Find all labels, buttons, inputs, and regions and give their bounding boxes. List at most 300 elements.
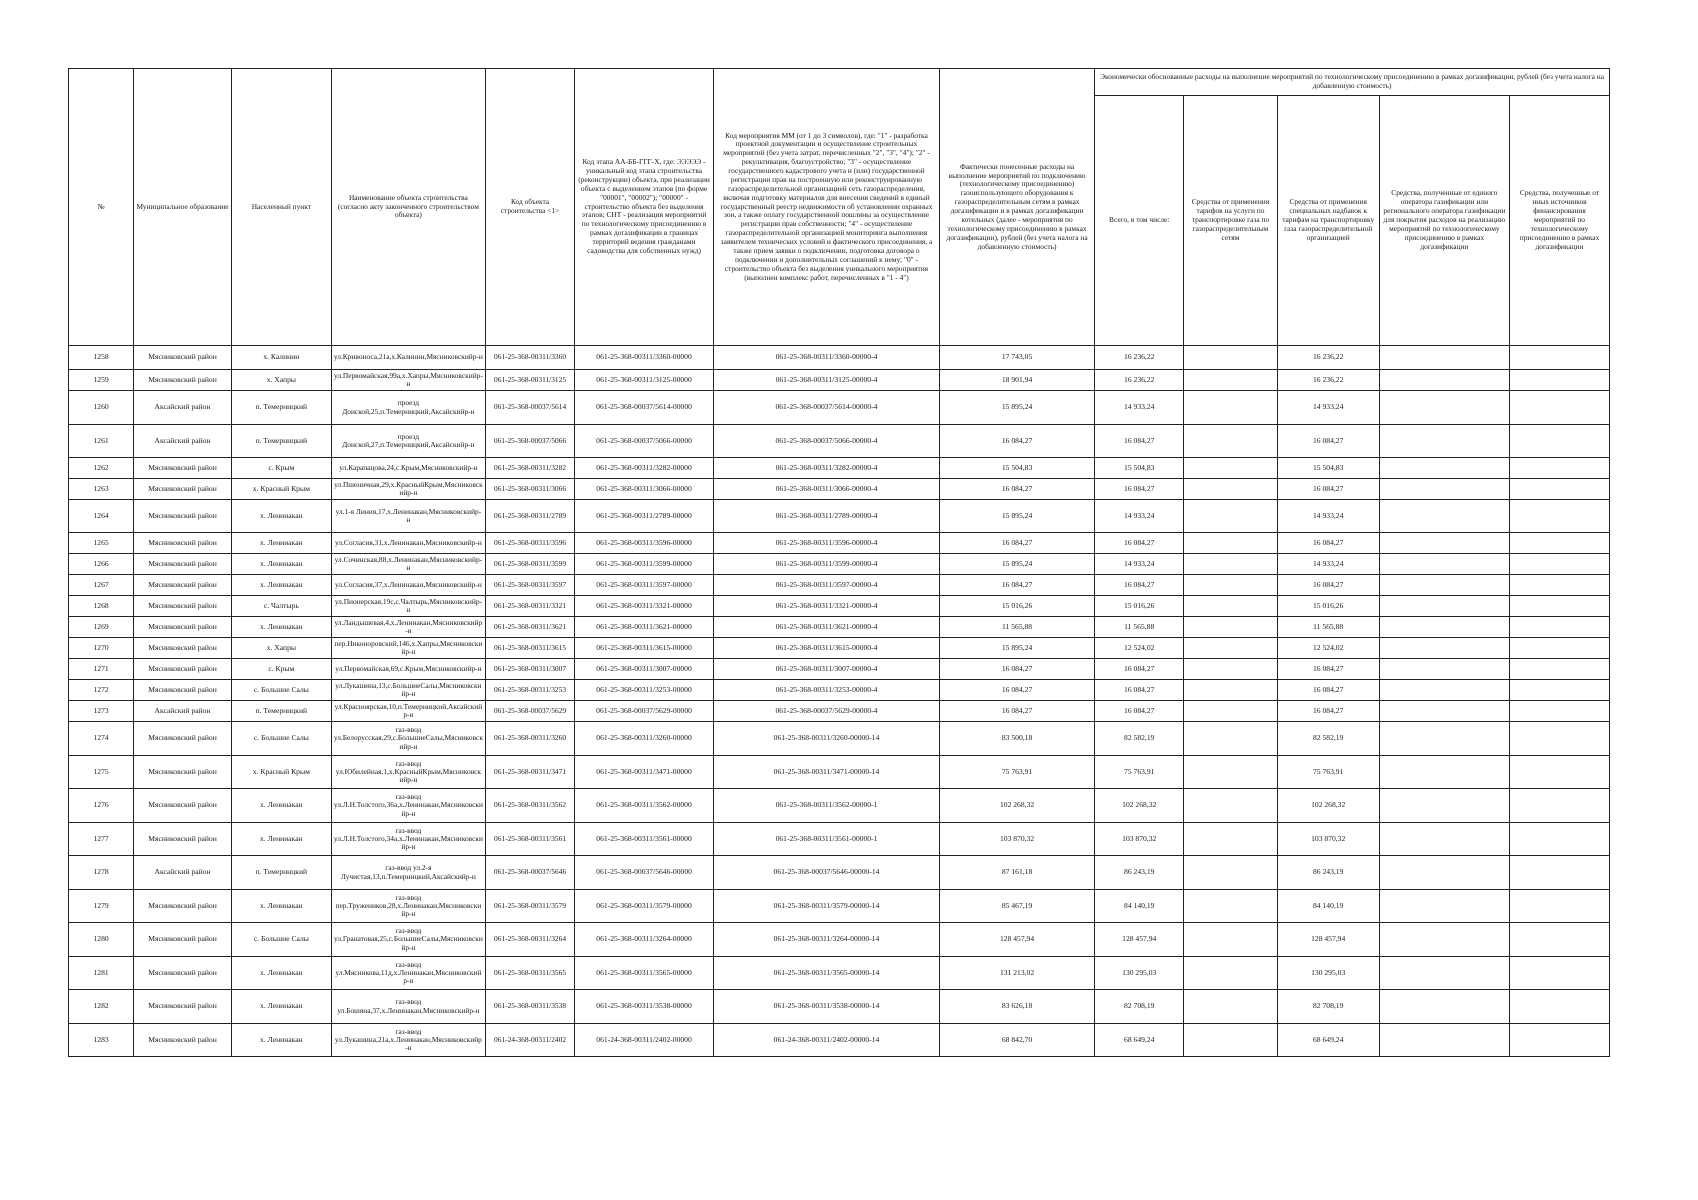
operator-funds-cell	[1379, 923, 1509, 957]
other-sources-cell	[1510, 680, 1610, 701]
settlement-cell: х. Ленинакан	[231, 789, 331, 823]
tariff-transport-cell	[1184, 500, 1277, 533]
row-number: 1282	[69, 990, 134, 1024]
actual-costs-cell: 17 743,05	[939, 346, 1094, 370]
municipality-cell: Мясниковский район	[134, 659, 232, 680]
table-row	[69, 789, 1610, 823]
settlement-cell: х. Красный Крым	[231, 756, 331, 789]
settlement-cell: х. Ленинакан	[231, 990, 331, 1024]
actual-costs-cell: 103 870,32	[939, 823, 1094, 856]
total-cell: 82 582,19	[1095, 722, 1184, 756]
total-cell: 11 565,88	[1095, 617, 1184, 638]
special-surcharge-cell: 16 084,27	[1277, 575, 1379, 596]
settlement-cell: х. Ленинакан	[231, 1024, 331, 1057]
tariff-transport-cell	[1184, 391, 1277, 425]
operator-funds-cell	[1379, 575, 1509, 596]
total-cell: 16 084,27	[1095, 533, 1184, 554]
special-surcharge-cell: 16 084,27	[1277, 680, 1379, 701]
special-surcharge-cell: 130 295,03	[1277, 957, 1379, 990]
row-number: 1276	[69, 789, 134, 823]
other-sources-cell	[1510, 575, 1610, 596]
settlement-cell: с. Большие Салы	[231, 680, 331, 701]
actual-costs-cell: 83 626,18	[939, 990, 1094, 1024]
stage-code-cell: 061-25-368-00311/3007-00000	[575, 659, 714, 680]
operator-funds-cell	[1379, 391, 1509, 425]
table-row	[69, 680, 1610, 701]
other-sources-cell	[1510, 596, 1610, 617]
stage-code-cell: 061-25-368-00037/5629-00000	[575, 701, 714, 722]
row-number: 1259	[69, 370, 134, 391]
event-code-cell: 061-25-368-00037/5066-00000-4	[714, 425, 940, 458]
event-code-cell: 061-25-368-00311/3621-00000-4	[714, 617, 940, 638]
object-name-cell: ул.Кривоноса,21а,х.Калинин,Мясниковскийр-н	[331, 346, 485, 370]
special-surcharge-cell: 16 236,22	[1277, 370, 1379, 391]
table-row	[69, 957, 1610, 990]
row-number: 1280	[69, 923, 134, 957]
stage-code-cell: 061-25-368-00311/3260-00000	[575, 722, 714, 756]
operator-funds-cell	[1379, 701, 1509, 722]
table-row	[69, 425, 1610, 458]
table-row	[69, 990, 1610, 1024]
special-surcharge-cell: 16 236,22	[1277, 346, 1379, 370]
total-cell: 14 933,24	[1095, 391, 1184, 425]
row-number: 1272	[69, 680, 134, 701]
row-number: 1268	[69, 596, 134, 617]
tariff-transport-cell	[1184, 533, 1277, 554]
object-code-cell: 061-25-368-00311/3596	[486, 533, 575, 554]
row-number: 1269	[69, 617, 134, 638]
tariff-transport-cell	[1184, 554, 1277, 575]
municipality-cell: Мясниковский район	[134, 890, 232, 923]
total-cell: 75 763,91	[1095, 756, 1184, 789]
municipality-cell: Мясниковский район	[134, 346, 232, 370]
other-sources-cell	[1510, 617, 1610, 638]
header-other-sources: Средства, полученные от иных источников финансирования мероприятий по технологическому присоединению в рамках догазификации	[1510, 96, 1610, 346]
tariff-transport-cell	[1184, 617, 1277, 638]
other-sources-cell	[1510, 425, 1610, 458]
actual-costs-cell: 128 457,94	[939, 923, 1094, 957]
special-surcharge-cell: 128 457,94	[1277, 923, 1379, 957]
object-code-cell: 061-25-368-00037/5646	[486, 856, 575, 890]
actual-costs-cell: 15 895,24	[939, 638, 1094, 659]
other-sources-cell	[1510, 479, 1610, 500]
row-number: 1261	[69, 425, 134, 458]
special-surcharge-cell: 12 524,02	[1277, 638, 1379, 659]
total-cell: 130 295,03	[1095, 957, 1184, 990]
total-cell: 12 524,02	[1095, 638, 1184, 659]
stage-code-cell: 061-25-368-00311/3561-00000	[575, 823, 714, 856]
tariff-transport-cell	[1184, 370, 1277, 391]
object-name-cell: газ-ввод ул.Бошяна,37,х.Ленинакан,Мясниковскийр-н	[331, 990, 485, 1024]
object-name-cell: ул.Пионерская,19с,с.Чалтырь,Мясниковскийр-н	[331, 596, 485, 617]
object-code-cell: 061-25-368-00311/3565	[486, 957, 575, 990]
event-code-cell: 061-25-368-00311/3066-00000-4	[714, 479, 940, 500]
municipality-cell: Мясниковский район	[134, 533, 232, 554]
object-code-cell: 061-25-368-00311/3264	[486, 923, 575, 957]
tariff-transport-cell	[1184, 458, 1277, 479]
special-surcharge-cell: 11 565,88	[1277, 617, 1379, 638]
row-number: 1266	[69, 554, 134, 575]
total-cell: 102 268,32	[1095, 789, 1184, 823]
row-number: 1274	[69, 722, 134, 756]
object-code-cell: 061-25-368-00311/3282	[486, 458, 575, 479]
other-sources-cell	[1510, 823, 1610, 856]
stage-code-cell: 061-25-368-00311/3597-00000	[575, 575, 714, 596]
stage-code-cell: 061-25-368-00311/3599-00000	[575, 554, 714, 575]
object-code-cell: 061-24-368-00311/2402	[486, 1024, 575, 1057]
municipality-cell: Мясниковский район	[134, 789, 232, 823]
stage-code-cell: 061-25-368-00311/3125-00000	[575, 370, 714, 391]
settlement-cell: п. Темерницкий	[231, 425, 331, 458]
object-name-cell: ул.Согласия,37,х.Ленинакан,Мясниковскийр-н	[331, 575, 485, 596]
settlement-cell: х. Ленинакан	[231, 617, 331, 638]
tariff-transport-cell	[1184, 638, 1277, 659]
table-row	[69, 856, 1610, 890]
object-name-cell: газ-ввод ул.Белорусская,29,с.БольшиеСалы,Мясниковскийр-н	[331, 722, 485, 756]
event-code-cell: 061-25-368-00311/2789-00000-4	[714, 500, 940, 533]
special-surcharge-cell: 82 582,19	[1277, 722, 1379, 756]
special-surcharge-cell: 16 084,27	[1277, 425, 1379, 458]
municipality-cell: Мясниковский район	[134, 1024, 232, 1057]
other-sources-cell	[1510, 533, 1610, 554]
event-code-cell: 061-24-368-00311/2402-00000-14	[714, 1024, 940, 1057]
operator-funds-cell	[1379, 346, 1509, 370]
gasification-register-table	[68, 68, 1610, 1057]
total-cell: 84 140,19	[1095, 890, 1184, 923]
object-code-cell: 061-25-368-00311/2789	[486, 500, 575, 533]
table-header	[69, 69, 1610, 346]
municipality-cell: Аксайский район	[134, 701, 232, 722]
settlement-cell: п. Темерницкий	[231, 391, 331, 425]
special-surcharge-cell: 102 268,32	[1277, 789, 1379, 823]
operator-funds-cell	[1379, 617, 1509, 638]
row-number: 1271	[69, 659, 134, 680]
municipality-cell: Мясниковский район	[134, 638, 232, 659]
stage-code-cell: 061-25-368-00311/3596-00000	[575, 533, 714, 554]
header-object-code: Код объекта строительства <1>	[486, 69, 575, 346]
operator-funds-cell	[1379, 500, 1509, 533]
special-surcharge-cell: 16 084,27	[1277, 701, 1379, 722]
actual-costs-cell: 16 084,27	[939, 425, 1094, 458]
object-code-cell: 061-25-368-00311/3321	[486, 596, 575, 617]
actual-costs-cell: 87 161,18	[939, 856, 1094, 890]
settlement-cell: п. Темерницкий	[231, 856, 331, 890]
total-cell: 14 933,24	[1095, 500, 1184, 533]
object-code-cell: 061-25-368-00311/3538	[486, 990, 575, 1024]
event-code-cell: 061-25-368-00311/3253-00000-4	[714, 680, 940, 701]
settlement-cell: х. Калинин	[231, 346, 331, 370]
special-surcharge-cell: 16 084,27	[1277, 533, 1379, 554]
table-row	[69, 638, 1610, 659]
other-sources-cell	[1510, 890, 1610, 923]
municipality-cell: Мясниковский район	[134, 617, 232, 638]
special-surcharge-cell: 68 649,24	[1277, 1024, 1379, 1057]
object-code-cell: 061-25-368-00311/3621	[486, 617, 575, 638]
stage-code-cell: 061-25-368-00311/3321-00000	[575, 596, 714, 617]
table-row	[69, 617, 1610, 638]
object-code-cell: 061-25-368-00311/3253	[486, 680, 575, 701]
operator-funds-cell	[1379, 659, 1509, 680]
municipality-cell: Аксайский район	[134, 391, 232, 425]
row-number: 1267	[69, 575, 134, 596]
tariff-transport-cell	[1184, 856, 1277, 890]
settlement-cell: х. Ленинакан	[231, 957, 331, 990]
special-surcharge-cell: 15 016,26	[1277, 596, 1379, 617]
header-municipality: Муниципальное образование	[134, 69, 232, 346]
operator-funds-cell	[1379, 425, 1509, 458]
special-surcharge-cell: 103 870,32	[1277, 823, 1379, 856]
object-name-cell: газ-ввод ул.Гранатовая,25,с.БольшиеСалы,Мясниковскийр-н	[331, 923, 485, 957]
event-code-cell: 061-25-368-00311/3007-00000-4	[714, 659, 940, 680]
municipality-cell: Мясниковский район	[134, 990, 232, 1024]
operator-funds-cell	[1379, 890, 1509, 923]
other-sources-cell	[1510, 1024, 1610, 1057]
tariff-transport-cell	[1184, 680, 1277, 701]
tariff-transport-cell	[1184, 789, 1277, 823]
event-code-cell: 061-25-368-00311/3260-00000-14	[714, 722, 940, 756]
event-code-cell: 061-25-368-00311/3264-00000-14	[714, 923, 940, 957]
stage-code-cell: 061-25-368-00311/3615-00000	[575, 638, 714, 659]
settlement-cell: с. Большие Салы	[231, 722, 331, 756]
object-code-cell: 061-25-368-00311/3562	[486, 789, 575, 823]
tariff-transport-cell	[1184, 756, 1277, 789]
object-name-cell: проезд Донской,27,п.Темерницкий,Аксайскийр-н	[331, 425, 485, 458]
event-code-cell: 061-25-368-00311/3360-00000-4	[714, 346, 940, 370]
other-sources-cell	[1510, 701, 1610, 722]
other-sources-cell	[1510, 554, 1610, 575]
row-number: 1281	[69, 957, 134, 990]
actual-costs-cell: 11 565,88	[939, 617, 1094, 638]
event-code-cell: 061-25-368-00311/3282-00000-4	[714, 458, 940, 479]
object-code-cell: 061-25-368-00311/3561	[486, 823, 575, 856]
total-cell: 68 649,24	[1095, 1024, 1184, 1057]
table-row	[69, 701, 1610, 722]
operator-funds-cell	[1379, 856, 1509, 890]
settlement-cell: х. Хапры	[231, 638, 331, 659]
event-code-cell: 061-25-368-00037/5614-00000-4	[714, 391, 940, 425]
municipality-cell: Мясниковский район	[134, 957, 232, 990]
other-sources-cell	[1510, 659, 1610, 680]
settlement-cell: х. Ленинакан	[231, 890, 331, 923]
object-name-cell: ул.Пшеничная,29,х.КрасныйКрым,Мясниковскийр-н	[331, 479, 485, 500]
actual-costs-cell: 15 895,24	[939, 554, 1094, 575]
object-name-cell: газ-ввод ул.2-я Лучистая,13,п.Темерницкий,Аксайскийр-н	[331, 856, 485, 890]
row-number: 1278	[69, 856, 134, 890]
stage-code-cell: 061-25-368-00311/3562-00000	[575, 789, 714, 823]
actual-costs-cell: 85 467,19	[939, 890, 1094, 923]
other-sources-cell	[1510, 638, 1610, 659]
special-surcharge-cell: 75 763,91	[1277, 756, 1379, 789]
table-row	[69, 554, 1610, 575]
total-cell: 16 084,27	[1095, 701, 1184, 722]
tariff-transport-cell	[1184, 479, 1277, 500]
header-total: Всего, в том числе:	[1095, 96, 1184, 346]
total-cell: 15 016,26	[1095, 596, 1184, 617]
table-body	[69, 346, 1610, 1057]
table-row	[69, 500, 1610, 533]
table-row	[69, 533, 1610, 554]
settlement-cell: х. Ленинакан	[231, 823, 331, 856]
actual-costs-cell: 131 213,02	[939, 957, 1094, 990]
special-surcharge-cell: 84 140,19	[1277, 890, 1379, 923]
settlement-cell: х. Хапры	[231, 370, 331, 391]
event-code-cell: 061-25-368-00311/3538-00000-14	[714, 990, 940, 1024]
municipality-cell: Мясниковский район	[134, 554, 232, 575]
row-number: 1263	[69, 479, 134, 500]
object-name-cell: ул.Сочинская,88,х.Ленинакан,Мясниковскийр-н	[331, 554, 485, 575]
table-row	[69, 923, 1610, 957]
stage-code-cell: 061-25-368-00311/3360-00000	[575, 346, 714, 370]
object-code-cell: 061-25-368-00311/3597	[486, 575, 575, 596]
object-code-cell: 061-25-368-00037/5066	[486, 425, 575, 458]
actual-costs-cell: 16 084,27	[939, 533, 1094, 554]
total-cell: 16 084,27	[1095, 680, 1184, 701]
settlement-cell: с. Крым	[231, 458, 331, 479]
object-name-cell: ул.Лукашина,13,с.БольшиеСалы,Мясниковскийр-н	[331, 680, 485, 701]
municipality-cell: Мясниковский район	[134, 596, 232, 617]
actual-costs-cell: 15 016,26	[939, 596, 1094, 617]
tariff-transport-cell	[1184, 596, 1277, 617]
object-code-cell: 061-25-368-00037/5614	[486, 391, 575, 425]
other-sources-cell	[1510, 370, 1610, 391]
table-row	[69, 722, 1610, 756]
header-tariff-transport: Средства от применения тарифов на услуги по транспортировке газа по газораспределительным сетям	[1184, 96, 1277, 346]
event-code-cell: 061-25-368-00037/5646-00000-14	[714, 856, 940, 890]
settlement-cell: х. Ленинакан	[231, 500, 331, 533]
stage-code-cell: 061-25-368-00311/3471-00000	[575, 756, 714, 789]
operator-funds-cell	[1379, 957, 1509, 990]
operator-funds-cell	[1379, 722, 1509, 756]
operator-funds-cell	[1379, 990, 1509, 1024]
settlement-cell: с. Чалтырь	[231, 596, 331, 617]
event-code-cell: 061-25-368-00311/3596-00000-4	[714, 533, 940, 554]
tariff-transport-cell	[1184, 346, 1277, 370]
total-cell: 16 084,27	[1095, 425, 1184, 458]
tariff-transport-cell	[1184, 1024, 1277, 1057]
stage-code-cell: 061-24-368-00311/2402-00000	[575, 1024, 714, 1057]
object-code-cell: 061-25-368-00311/3066	[486, 479, 575, 500]
event-code-cell: 061-25-368-00311/3579-00000-14	[714, 890, 940, 923]
event-code-cell: 061-25-368-00311/3615-00000-4	[714, 638, 940, 659]
event-code-cell: 061-25-368-00037/5629-00000-4	[714, 701, 940, 722]
row-number: 1277	[69, 823, 134, 856]
stage-code-cell: 061-25-368-00311/3264-00000	[575, 923, 714, 957]
other-sources-cell	[1510, 346, 1610, 370]
event-code-cell: 061-25-368-00311/3562-00000-1	[714, 789, 940, 823]
header-economic-group: Экономически обоснованные расходы на выполнение мероприятий по технологическому присоединению в рамках догазификации, рублей (без учета налога на добавленную стоимость)	[1095, 69, 1610, 96]
municipality-cell: Мясниковский район	[134, 823, 232, 856]
tariff-transport-cell	[1184, 425, 1277, 458]
table-row	[69, 458, 1610, 479]
special-surcharge-cell: 86 243,19	[1277, 856, 1379, 890]
object-name-cell: газ-ввод ул.Л.Н.Толстого,36а,х.Ленинакан,Мясниковскийр-н	[331, 789, 485, 823]
object-code-cell: 061-25-368-00311/3007	[486, 659, 575, 680]
settlement-cell: х. Ленинакан	[231, 533, 331, 554]
table-row	[69, 370, 1610, 391]
total-cell: 16 084,27	[1095, 659, 1184, 680]
object-name-cell: ул.Карапацова,24,с.Крым,Мясниковскийр-н	[331, 458, 485, 479]
tariff-transport-cell	[1184, 957, 1277, 990]
operator-funds-cell	[1379, 789, 1509, 823]
operator-funds-cell	[1379, 823, 1509, 856]
special-surcharge-cell: 14 933,24	[1277, 391, 1379, 425]
table-row	[69, 823, 1610, 856]
other-sources-cell	[1510, 990, 1610, 1024]
event-code-cell: 061-25-368-00311/3565-00000-14	[714, 957, 940, 990]
actual-costs-cell: 75 763,91	[939, 756, 1094, 789]
event-code-cell: 061-25-368-00311/3321-00000-4	[714, 596, 940, 617]
table-row	[69, 756, 1610, 789]
stage-code-cell: 061-25-368-00311/3565-00000	[575, 957, 714, 990]
stage-code-cell: 061-25-368-00037/5646-00000	[575, 856, 714, 890]
total-cell: 103 870,32	[1095, 823, 1184, 856]
municipality-cell: Мясниковский район	[134, 370, 232, 391]
actual-costs-cell: 16 084,27	[939, 701, 1094, 722]
municipality-cell: Мясниковский район	[134, 923, 232, 957]
tariff-transport-cell	[1184, 823, 1277, 856]
other-sources-cell	[1510, 923, 1610, 957]
stage-code-cell: 061-25-368-00311/3282-00000	[575, 458, 714, 479]
operator-funds-cell	[1379, 638, 1509, 659]
actual-costs-cell: 68 842,70	[939, 1024, 1094, 1057]
tariff-transport-cell	[1184, 890, 1277, 923]
operator-funds-cell	[1379, 533, 1509, 554]
settlement-cell: х. Красный Крым	[231, 479, 331, 500]
special-surcharge-cell: 14 933,24	[1277, 554, 1379, 575]
actual-costs-cell: 16 084,27	[939, 575, 1094, 596]
header-operator-funds: Средства, полученные от единого оператора газификации или регионального оператора газификации для покрытия расходов на реализацию мероприятий по технологическому присоединению в рамках догазификации	[1379, 96, 1509, 346]
special-surcharge-cell: 16 084,27	[1277, 659, 1379, 680]
object-name-cell: газ-ввод ул.Мясникова,11д,х.Ленинакан,Мясниковскийр-н	[331, 957, 485, 990]
tariff-transport-cell	[1184, 701, 1277, 722]
object-name-cell: ул.Красноярская,10,п.Темерницкий,Аксайскийр-н	[331, 701, 485, 722]
event-code-cell: 061-25-368-00311/3471-00000-14	[714, 756, 940, 789]
object-name-cell: ул.Согласия,31,х.Ленинакан,Мясниковскийр-н	[331, 533, 485, 554]
operator-funds-cell	[1379, 479, 1509, 500]
municipality-cell: Аксайский район	[134, 425, 232, 458]
event-code-cell: 061-25-368-00311/3597-00000-4	[714, 575, 940, 596]
special-surcharge-cell: 82 708,19	[1277, 990, 1379, 1024]
actual-costs-cell: 15 895,24	[939, 391, 1094, 425]
other-sources-cell	[1510, 957, 1610, 990]
row-number: 1270	[69, 638, 134, 659]
table-row	[69, 596, 1610, 617]
object-code-cell: 061-25-368-00311/3615	[486, 638, 575, 659]
total-cell: 16 236,22	[1095, 346, 1184, 370]
object-code-cell: 061-25-368-00311/3579	[486, 890, 575, 923]
settlement-cell: с. Большие Салы	[231, 923, 331, 957]
settlement-cell: п. Темерницкий	[231, 701, 331, 722]
table-row	[69, 659, 1610, 680]
header-object-name: Наименование объекта строительства (согласно акту законченного строительством объекта)	[331, 69, 485, 346]
header-special-surcharge: Средства от применения специальных надбавок к тарифам на транспортировку газа газораспределительной организацией	[1277, 96, 1379, 346]
row-number: 1265	[69, 533, 134, 554]
operator-funds-cell	[1379, 370, 1509, 391]
stage-code-cell: 061-25-368-00311/3253-00000	[575, 680, 714, 701]
settlement-cell: с. Крым	[231, 659, 331, 680]
operator-funds-cell	[1379, 554, 1509, 575]
row-number: 1273	[69, 701, 134, 722]
table-row	[69, 391, 1610, 425]
table-row	[69, 479, 1610, 500]
stage-code-cell: 061-25-368-00311/3538-00000	[575, 990, 714, 1024]
object-name-cell: газ-ввод ул.Юбилейная,1,х.КрасныйКрым,Мясниковскийр-н	[331, 756, 485, 789]
actual-costs-cell: 15 504,83	[939, 458, 1094, 479]
object-name-cell: ул.1-я Линия,17,х.Ленинакан,Мясниковскийр-н	[331, 500, 485, 533]
row-number: 1279	[69, 890, 134, 923]
object-name-cell: газ-ввод ул.Лукашина,21а,х.Ленинакан,Мясниковскийр-н	[331, 1024, 485, 1057]
municipality-cell: Мясниковский район	[134, 680, 232, 701]
